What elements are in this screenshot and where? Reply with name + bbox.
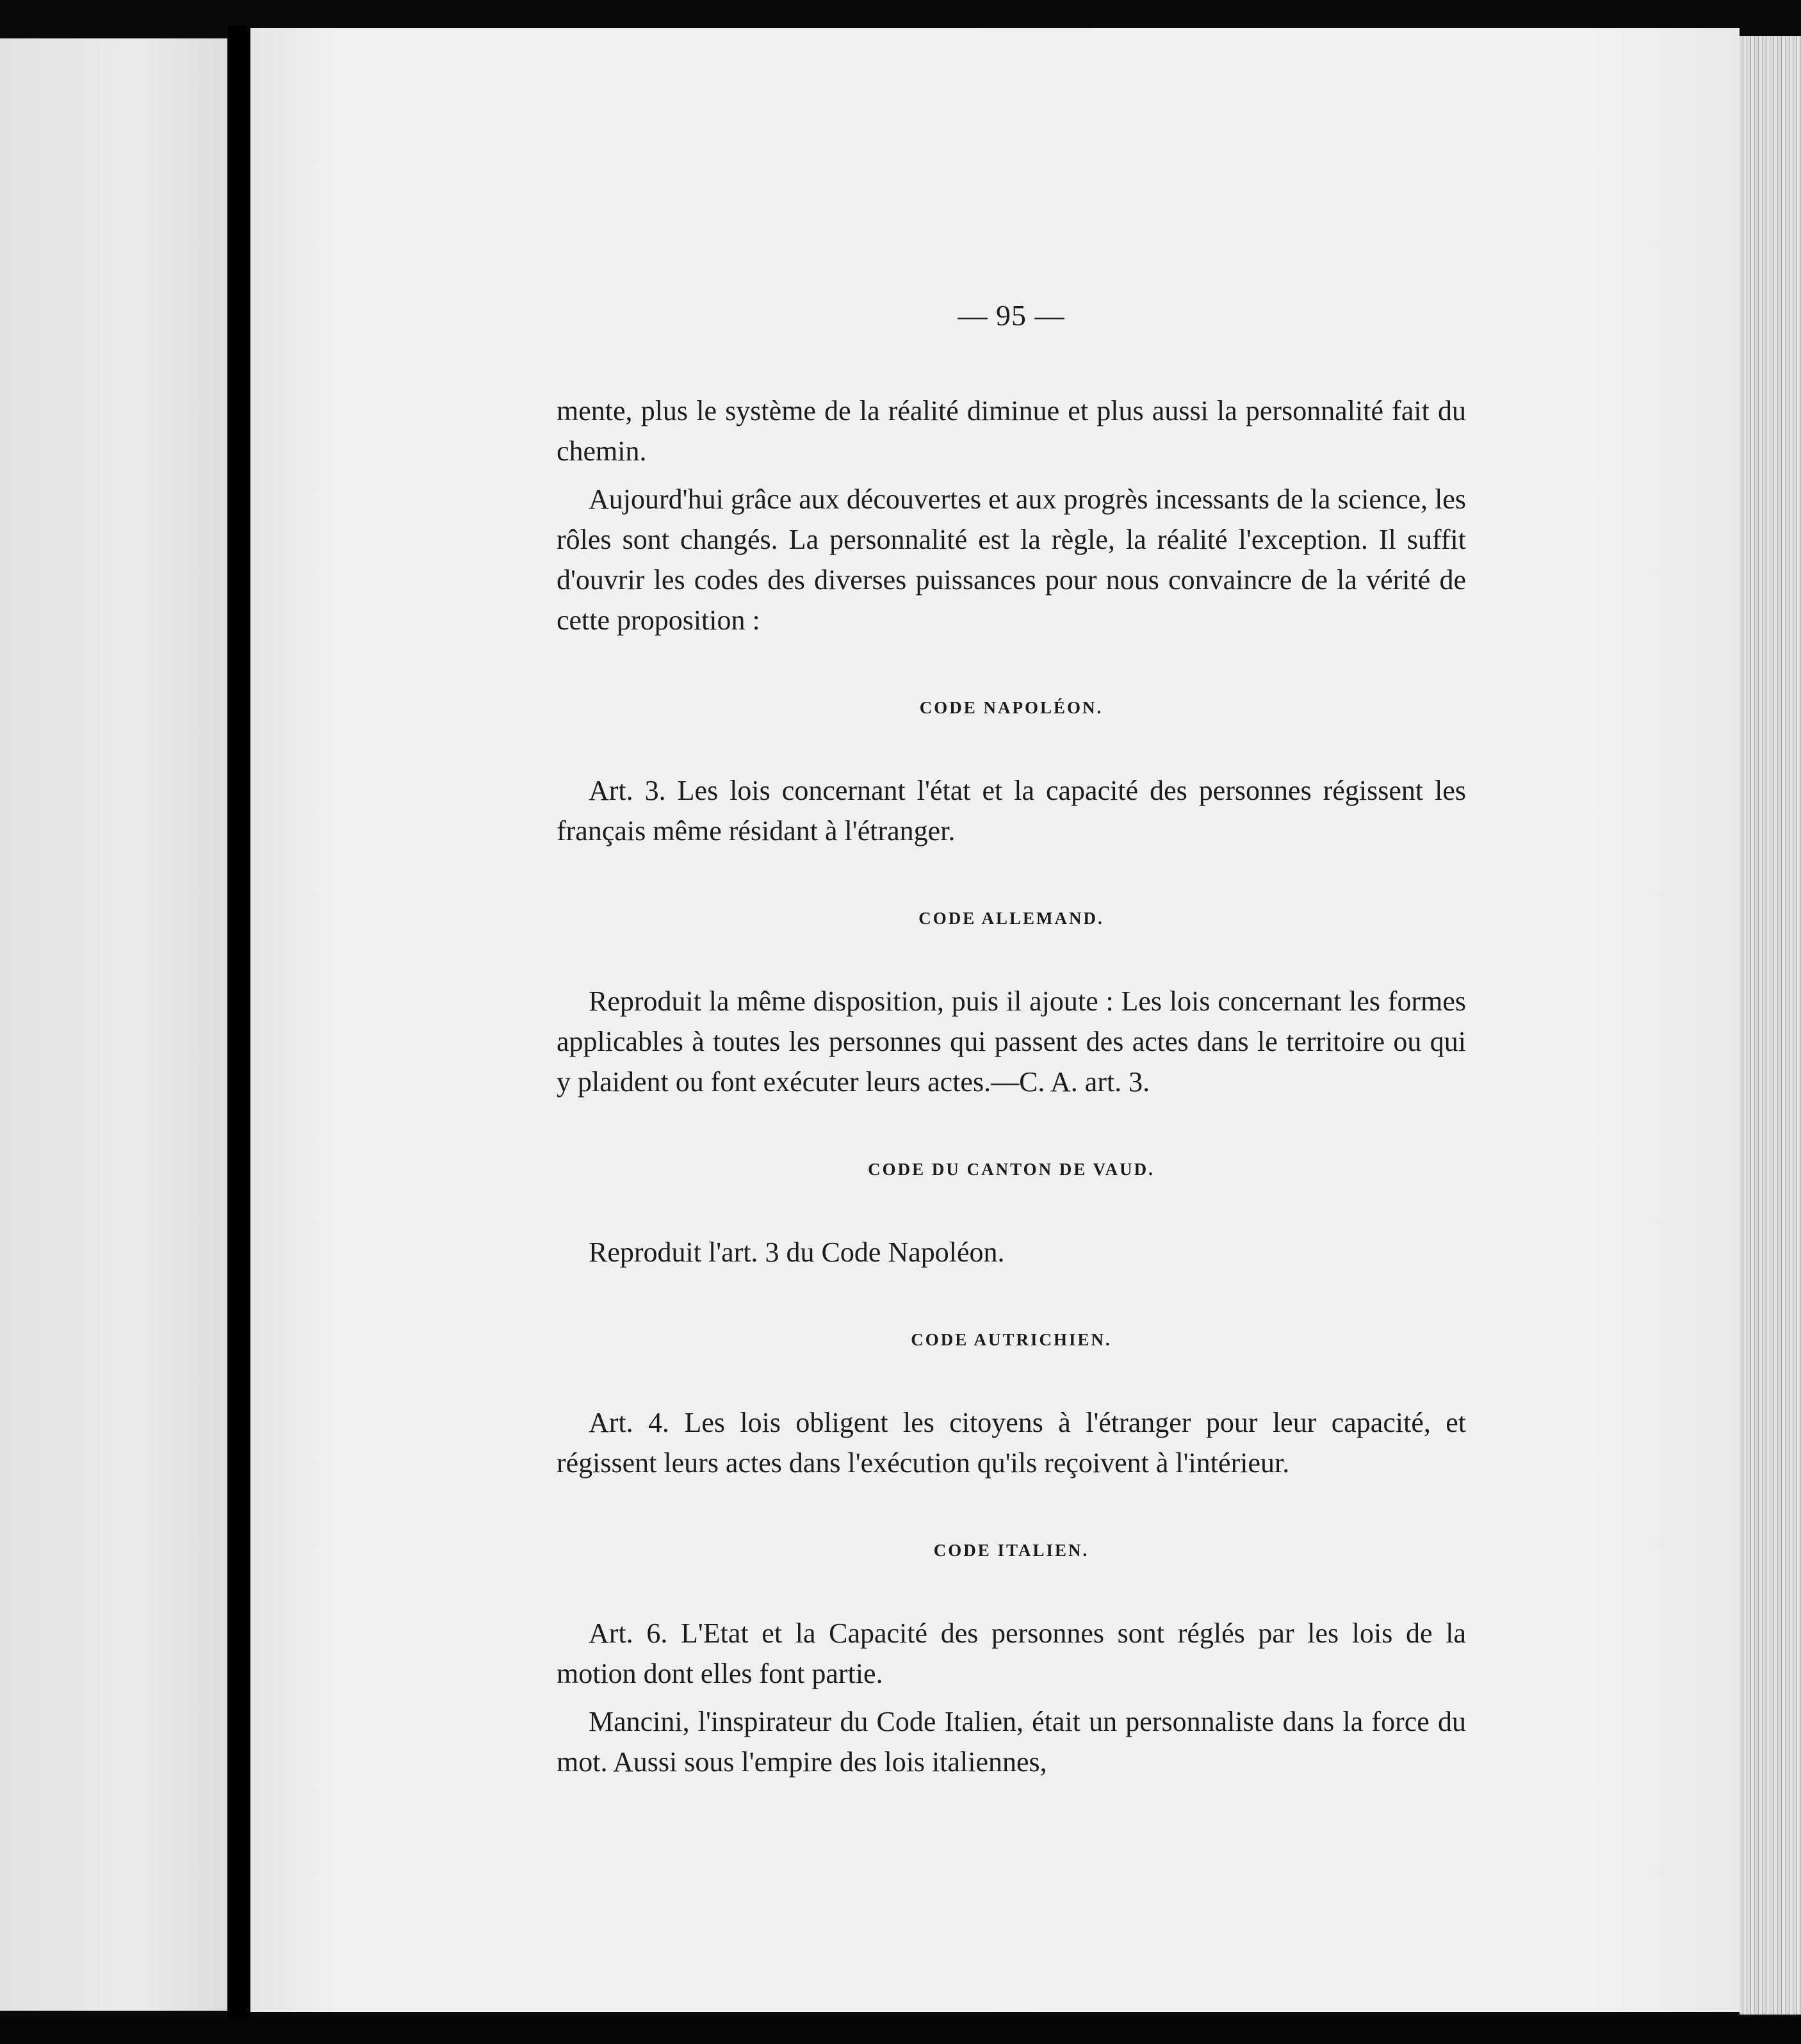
section-heading-code-napoleon: CODE NAPOLÉON.	[919, 698, 1104, 717]
book-gutter	[227, 26, 250, 2017]
paragraph-continuation: mente, plus le système de la réalité diminue et plus aussi la personnalité fait du chemin.	[557, 395, 1466, 467]
page-text-block	[557, 301, 1466, 1782]
paragraph-code-vaud: Reproduit l'art. 3 du Code Napoléon.	[589, 1237, 1005, 1268]
section-heading-code-italien: CODE ITALIEN.	[933, 1541, 1089, 1560]
paragraph-personnalite: Aujourd'hui grâce aux découvertes et aux progrès incessants de la science, les rôles sont changés. La personnalité est la règle, la réalité l'exception. Il suffit d'ouvrir les codes des diverses puissances pour nous convaincre de la vérité de cette proposition :	[557, 483, 1466, 636]
page-fore-edge	[1740, 36, 1801, 2015]
paragraph-art6-italien: Art. 6. L'Etat et la Capacité des personnes sont réglés par les lois de la motion dont elles font partie.	[557, 1618, 1466, 1689]
section-heading-code-allemand: CODE ALLEMAND.	[918, 909, 1104, 928]
scan-border-bottom	[0, 2017, 1801, 2044]
paragraph-art4-autrichien: Art. 4. Les lois obligent les citoyens à l'étranger pour leur capacité, et régissent leurs actes dans l'exécution qu'ils reçoivent à l'intérieur.	[557, 1407, 1466, 1479]
page-number: — 95 —	[958, 299, 1065, 332]
section-heading-code-autrichien: CODE AUTRICHIEN.	[911, 1330, 1112, 1349]
left-page-edge	[0, 38, 227, 2011]
paragraph-code-allemand: Reproduit la même disposition, puis il ajoute : Les lois concernant les formes applicables à toutes les personnes qui passent des actes dans le territoire ou qui y plaident ou font exécuter leurs actes.—C. A. art. 3.	[557, 986, 1466, 1098]
paragraph-art3-napoleon: Art. 3. Les lois concernant l'état et la capacité des personnes régissent les français même résidant à l'étranger.	[557, 775, 1466, 847]
paragraph-mancini: Mancini, l'inspirateur du Code Italien, était un personnaliste dans la force du mot. Aussi sous l'empire des lois italiennes,	[557, 1706, 1466, 1778]
section-heading-code-vaud: CODE DU CANTON DE VAUD.	[868, 1160, 1155, 1179]
